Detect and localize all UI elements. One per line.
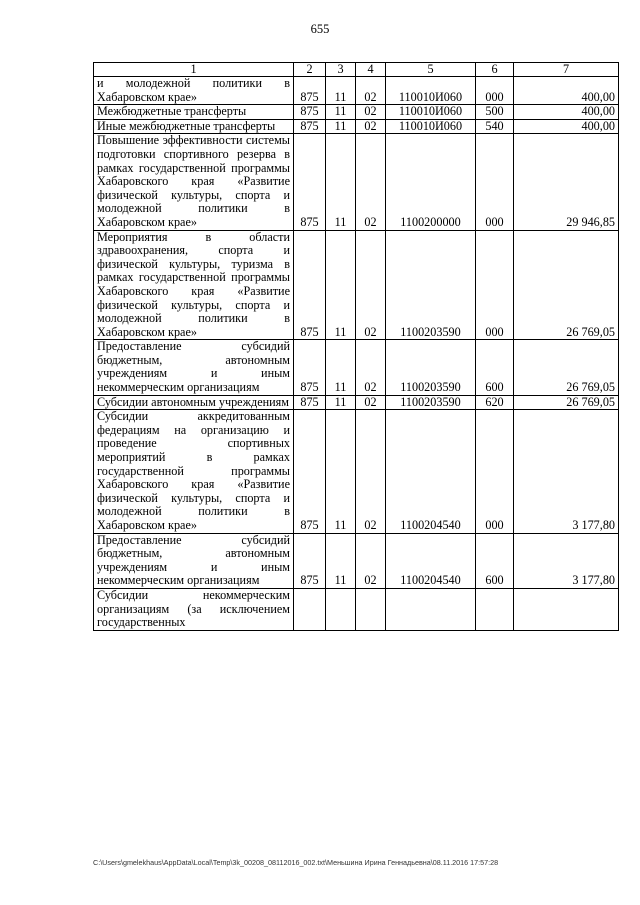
- admin-code-cell: 875: [294, 395, 326, 410]
- expense-type-cell: 620: [476, 395, 514, 410]
- expense-type-cell: 000: [476, 410, 514, 533]
- expense-type-cell: 600: [476, 533, 514, 588]
- amount-cell: 26 769,05: [514, 395, 619, 410]
- section-cell: 11: [326, 395, 356, 410]
- page-number: 655: [310, 22, 330, 36]
- row-description: и молодежной политики в Хабаровском крае»: [94, 77, 294, 105]
- amount-cell: 3 177,80: [514, 410, 619, 533]
- table-row: [94, 533, 619, 588]
- row-description: Субсидии некоммерческим организациям (за исключением государственных: [94, 588, 294, 630]
- target-article-cell: 1100203590: [386, 230, 476, 340]
- target-article-cell: [386, 588, 476, 630]
- target-article-cell: 1100204540: [386, 533, 476, 588]
- amount-cell: 400,00: [514, 105, 619, 120]
- admin-code-cell: 875: [294, 77, 326, 105]
- admin-code-cell: 875: [294, 410, 326, 533]
- section-cell: 11: [326, 105, 356, 120]
- section-cell: 11: [326, 119, 356, 134]
- row-description: Субсидии автономным учреждениям: [94, 395, 294, 410]
- file-path-footer: C:\Users\gmelekhaus\AppData\Local\Temp\3k_00208_08112016_002.txt\Меньшина Ирина Геннадьевна\08.11.2016 17:57:28: [93, 858, 499, 867]
- target-article-cell: 1100203590: [386, 395, 476, 410]
- target-article-cell: 1100203590: [386, 340, 476, 395]
- target-article-cell: 1100200000: [386, 134, 476, 230]
- section-cell: 11: [326, 340, 356, 395]
- subsection-cell: 02: [356, 119, 386, 134]
- table-row: [94, 410, 619, 533]
- expense-type-cell: 600: [476, 340, 514, 395]
- table-row: [94, 77, 619, 105]
- expense-type-cell: 500: [476, 105, 514, 120]
- target-article-cell: 110010И060: [386, 77, 476, 105]
- subsection-cell: 02: [356, 395, 386, 410]
- column-header: 2: [294, 63, 326, 77]
- row-description: Повышение эффективности системы подготовки спортивного резерва в рамках государственной программы Хабаровского края «Развитие физической культуры, спорта и молодежной политики в Хабаровском крае»: [94, 134, 294, 230]
- admin-code-cell: [294, 588, 326, 630]
- amount-cell: 3 177,80: [514, 533, 619, 588]
- amount-cell: 26 769,05: [514, 340, 619, 395]
- section-cell: 11: [326, 134, 356, 230]
- section-cell: 11: [326, 410, 356, 533]
- expense-type-cell: 540: [476, 119, 514, 134]
- table-row: [94, 105, 619, 120]
- column-header: 7: [514, 63, 619, 77]
- table-header-row: [94, 63, 619, 77]
- table-row: [94, 340, 619, 395]
- subsection-cell: 02: [356, 230, 386, 340]
- column-header: 4: [356, 63, 386, 77]
- column-header: 3: [326, 63, 356, 77]
- row-description: Иные межбюджетные трансферты: [94, 119, 294, 134]
- target-article-cell: 1100204540: [386, 410, 476, 533]
- target-article-cell: 110010И060: [386, 105, 476, 120]
- subsection-cell: 02: [356, 134, 386, 230]
- amount-cell: [514, 588, 619, 630]
- table-row: [94, 134, 619, 230]
- admin-code-cell: 875: [294, 340, 326, 395]
- admin-code-cell: 875: [294, 105, 326, 120]
- row-description: Субсидии аккредитованным федерациям на организацию и проведение спортивных мероприятий в рамках государственной программы Хабаровского края «Развитие физической культуры, спорта и молодежной политики в Хабаровском крае»: [94, 410, 294, 533]
- amount-cell: 26 769,05: [514, 230, 619, 340]
- admin-code-cell: 875: [294, 119, 326, 134]
- expense-type-cell: [476, 588, 514, 630]
- subsection-cell: 02: [356, 105, 386, 120]
- table-row: [94, 588, 619, 630]
- expense-type-cell: 000: [476, 134, 514, 230]
- admin-code-cell: 875: [294, 134, 326, 230]
- amount-cell: 400,00: [514, 77, 619, 105]
- subsection-cell: 02: [356, 340, 386, 395]
- column-header: 1: [94, 63, 294, 77]
- row-description: Межбюджетные трансферты: [94, 105, 294, 120]
- amount-cell: 29 946,85: [514, 134, 619, 230]
- subsection-cell: [356, 588, 386, 630]
- section-cell: [326, 588, 356, 630]
- subsection-cell: 02: [356, 533, 386, 588]
- column-header: 5: [386, 63, 476, 77]
- section-cell: 11: [326, 77, 356, 105]
- table-row: [94, 395, 619, 410]
- column-header: 6: [476, 63, 514, 77]
- table-row: [94, 230, 619, 340]
- table-row: [94, 119, 619, 134]
- row-description: Мероприятия в области здравоохранения, спорта и физической культуры, туризма в рамках государственной программы Хабаровского края «Развитие физической культуры, спорта и молодежной политики в Хабаровском крае»: [94, 230, 294, 340]
- expense-type-cell: 000: [476, 230, 514, 340]
- section-cell: 11: [326, 230, 356, 340]
- budget-table: [93, 62, 619, 631]
- subsection-cell: 02: [356, 77, 386, 105]
- subsection-cell: 02: [356, 410, 386, 533]
- row-description: Предоставление субсидий бюджетным, автономным учреждениям и иным некоммерческим организациям: [94, 533, 294, 588]
- expense-type-cell: 000: [476, 77, 514, 105]
- admin-code-cell: 875: [294, 230, 326, 340]
- admin-code-cell: 875: [294, 533, 326, 588]
- row-description: Предоставление субсидий бюджетным, автономным учреждениям и иным некоммерческим организациям: [94, 340, 294, 395]
- amount-cell: 400,00: [514, 119, 619, 134]
- target-article-cell: 110010И060: [386, 119, 476, 134]
- section-cell: 11: [326, 533, 356, 588]
